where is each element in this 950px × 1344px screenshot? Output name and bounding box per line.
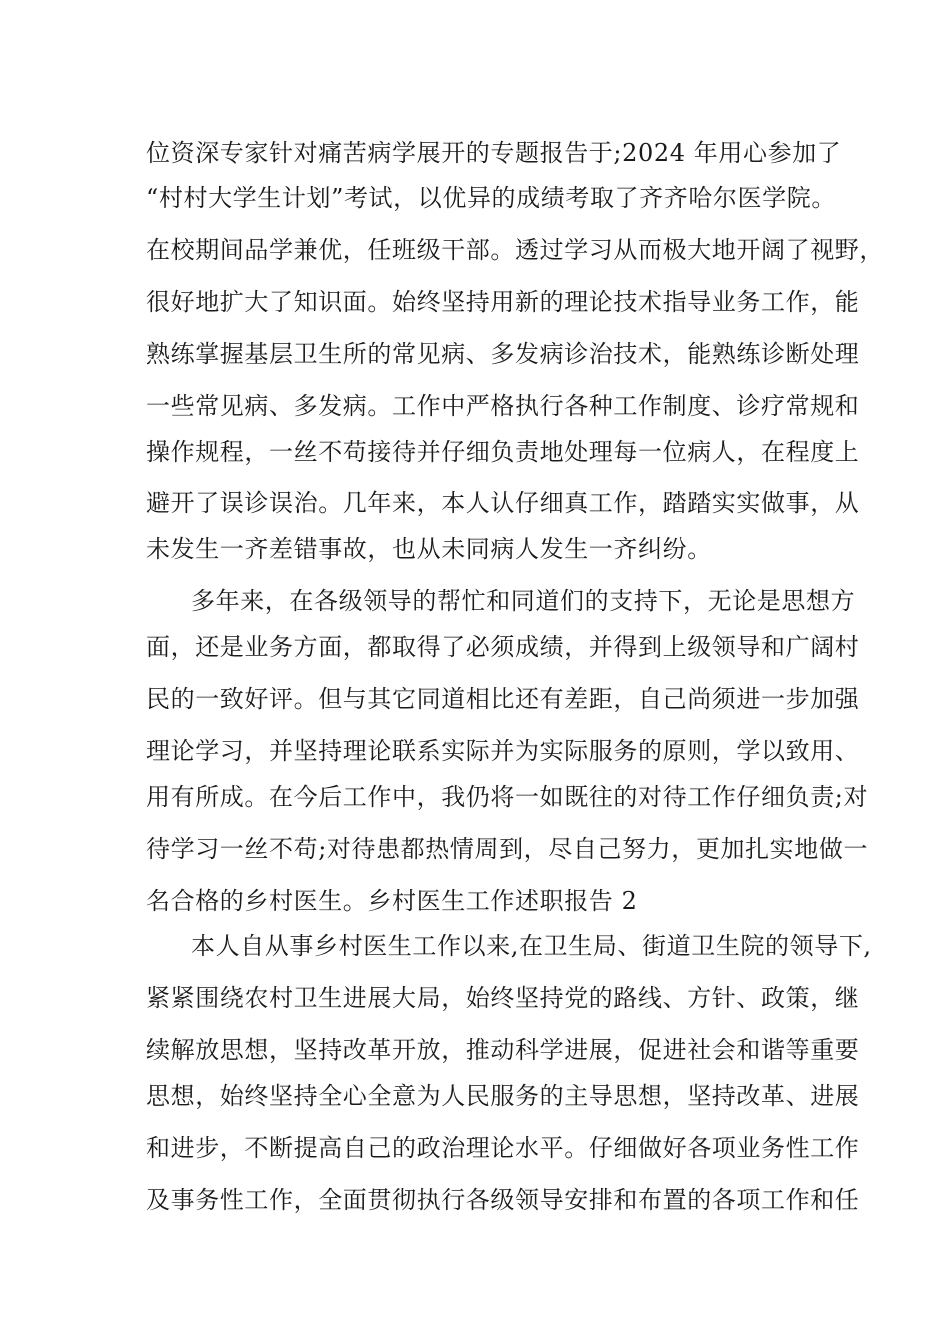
text-line: 熟练掌握基层卫生所的常见病、多发病诊治技术，能熟练诊断处理 xyxy=(146,340,860,368)
text-line: 用有所成。在今后工作中，我仍将一如既往的对待工作仔细负责;对 xyxy=(146,783,869,811)
text-line: 思想，始终坚持全心全意为人民服务的主导思想，坚持改革、进展 xyxy=(146,1082,860,1110)
text-line: 待学习一丝不苟;对待患都热情周到，尽自己努力，更加扎实地做一 xyxy=(146,835,869,863)
paragraph-first-line: 本人自从事乡村医生工作以来,在卫生局、街道卫生院的领导下, xyxy=(191,932,872,960)
text-line: 操作规程，一丝不苟接待并仔细负责地处理每一位病人，在程度上 xyxy=(146,438,860,466)
text-line: 名合格的乡村医生。乡村医生工作述职报告 2 xyxy=(146,887,638,915)
text-line: 面，还是业务方面，都取得了必须成绩，并得到上级领导和广阔村 xyxy=(146,633,860,661)
text-line: 及事务性工作，全面贯彻执行各级领导安排和布置的各项工作和任 xyxy=(146,1186,860,1214)
text-line: 和进步，不断提高自己的政治理论水平。仔细做好各项业务性工作 xyxy=(146,1134,860,1162)
text-line: 在校期间品学兼优，任班级干部。透过学习从而极大地开阔了视野， xyxy=(146,236,884,264)
text-line: 理论学习，并坚持理论联系实际并为实际服务的原则，学以致用、 xyxy=(146,737,860,765)
text-line: 续解放思想，坚持改革开放，推动科学进展，促进社会和谐等重要 xyxy=(146,1036,860,1064)
text-line: 紧紧围绕农村卫生进展大局，始终坚持党的路线、方针、政策，继 xyxy=(146,984,860,1012)
text-line: 位资深专家针对痛苦病学展开的专题报告于;2024 年用心参加了 xyxy=(146,139,842,167)
text-line: 避开了误诊误治。几年来，本人认仔细真工作，踏踏实实做事，从 xyxy=(146,489,860,517)
paragraph-first-line: 多年来，在各级领导的帮忙和同道们的支持下，无论是思想方 xyxy=(191,587,856,615)
text-line: 民的一致好评。但与其它同道相比还有差距，自己尚须进一步加强 xyxy=(146,685,860,713)
text-line: “村村大学生计划”考试，以优异的成绩考取了齐齐哈尔医学院。 xyxy=(146,184,836,212)
text-line: 未发生一齐差错事故，也从未同病人发生一齐纠纷。 xyxy=(146,535,712,563)
text-line: 一些常见病、多发病。工作中严格执行各种工作制度、诊疗常规和 xyxy=(146,392,860,420)
text-line: 很好地扩大了知识面。始终坚持用新的理论技术指导业务工作，能 xyxy=(146,288,860,316)
